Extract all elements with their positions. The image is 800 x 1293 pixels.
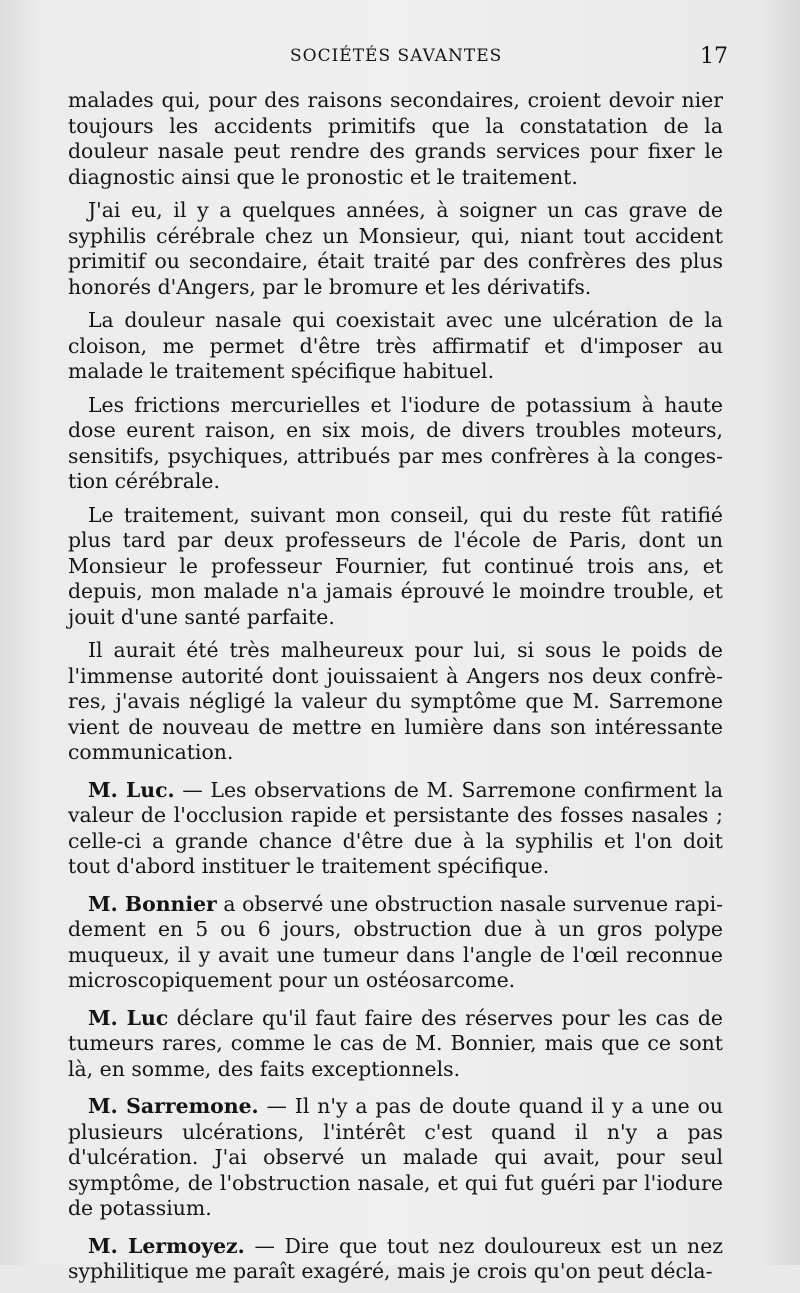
paragraph-text: La douleur nasale qui coexistait avec une ulcération de la cloison, me permet d'être très affirmatif et d'imposer au malade le traitement spécifique habituel.: [68, 308, 723, 383]
speaker-name: M. Sarremone.: [88, 1094, 259, 1118]
page-number: 17: [700, 44, 728, 69]
paragraph-text: a observé une obstruction nasale survenue rapi-dement en 5 ou 6 jours, obstruction due à un gros polype muqueux, il y avait une tumeur dans l'angle de l'œil reconnue microscopiquement pour un ostéosarcome.: [68, 891, 723, 992]
paragraph: [68, 638, 723, 766]
paragraph: [68, 198, 723, 300]
paragraph-text: Les frictions mercurielles et l'iodure de potassium à haute dose eurent raison, en six mois, de divers troubles moteurs, sensitifs, psychiques, attribués par mes confrères à la conges-tion cérébrale.: [68, 392, 723, 493]
paragraph-text: J'ai eu, il y a quelques années, à soigner un cas grave de syphilis cérébrale chez un Monsieur, qui, niant tout accident primitif ou secondaire, était traité par des confrères des plus honorés d'Angers, par le bromure et les dérivatifs.: [68, 198, 723, 299]
paragraph-text: — Il n'y a pas de doute quand il y a une ou plusieurs ulcérations, l'intérêt c'est quand il n'y a pas d'ulcération. J'ai observé un malade qui avait, pour seul symptôme, de l'obstruction nasale, et qui fut guéri par l'iodure de potassium.: [68, 1094, 723, 1220]
speaker-paragraph: [68, 1006, 723, 1083]
paragraph-text: déclare qu'il faut faire des réserves pour les cas de tumeurs rares, comme le cas de M. Bonnier, mais que ce sont là, en somme, des faits exceptionnels.: [68, 1005, 723, 1081]
paragraph: [68, 88, 723, 190]
speaker-paragraph: [68, 1234, 723, 1285]
speaker-name: M. Luc.: [88, 777, 175, 802]
paragraph: [68, 308, 723, 385]
paragraph-text: Le traitement, suivant mon conseil, qui du reste fût ratifié plus tard par deux professeurs de l'école de Paris, dont un Monsieur le professeur Fournier, fut continué trois ans, et depuis, mon malade n'a jamais éprouvé le moindre trouble, et jouit d'une santé parfaite.: [68, 502, 723, 629]
running-title: SOCIÉTÉS SAVANTES: [290, 46, 503, 66]
paragraph-text: — Dire que tout nez douloureux est un nez syphilitique me paraît exagéré, mais je crois qu'on peut décla-: [68, 1233, 724, 1283]
paragraph-text: Il aurait été très malheureux pour lui, si sous le poids de l'immense autorité dont jouissaient à Angers nos deux confrè-res, j'avais négligé la valeur du symptôme que M. Sarremone vient de nouveau de mettre en lumière dans son intéressante communication.: [68, 638, 723, 764]
speaker-paragraph: [68, 892, 723, 994]
speaker-name: M. Luc: [88, 1005, 169, 1030]
speaker-name: M. Lermoyez.: [88, 1233, 245, 1258]
body-text: [68, 88, 723, 1293]
speaker-paragraph: [68, 778, 723, 880]
speaker-paragraph: [68, 1094, 723, 1222]
paragraph-text: — Les observations de M. Sarremone confirment la valeur de l'occlusion rapide et persistante des fosses nasales ; celle-ci a grande chance d'être due à la syphilis et l'on doit tout d'abord instituer le traitement spécifique.: [68, 777, 724, 878]
speaker-name: M. Bonnier: [88, 891, 217, 916]
paragraph: [68, 393, 723, 495]
paragraph: [68, 503, 723, 631]
paragraph-text: malades qui, pour des raisons secondaires, croient devoir nier toujours les accidents primitifs que la constatation de la douleur nasale peut rendre des grands services pour fixer le diagnostic ainsi que le pronostic et le traitement.: [68, 88, 723, 189]
running-header: [0, 44, 800, 74]
